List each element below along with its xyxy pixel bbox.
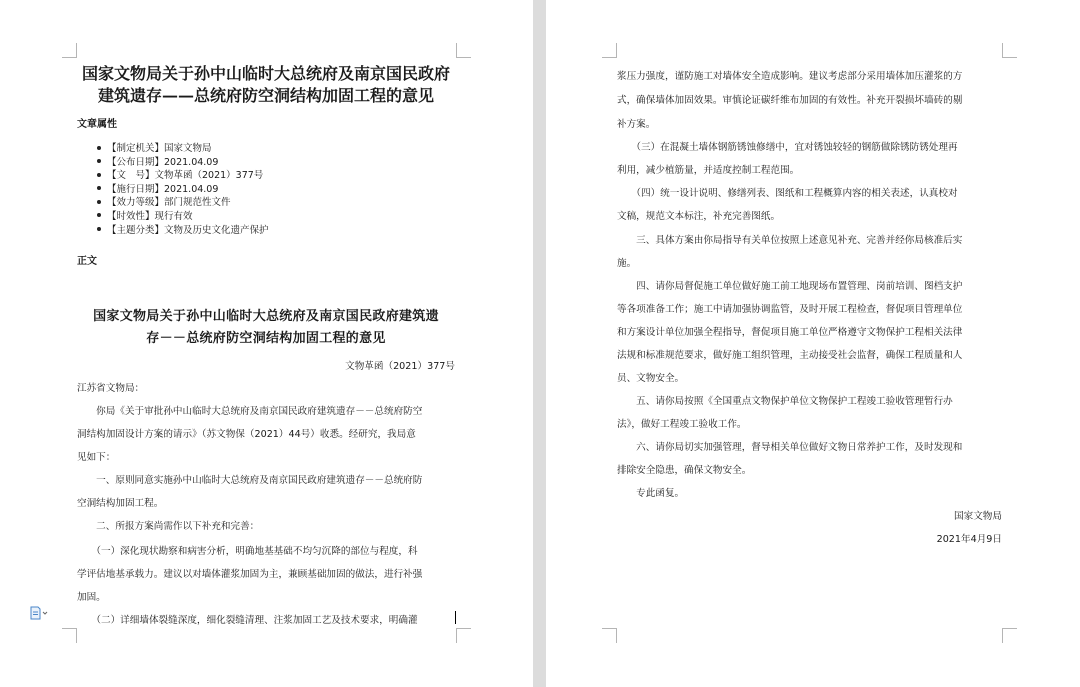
body-line: 法》，做好工程竣工验收工作。 [617, 419, 747, 430]
body-line: 员、文物安全。 [617, 373, 685, 384]
body-line: 你局《关于审批孙中山临时大总统府及南京国民政府建筑遗存－－总统府防空 [77, 406, 423, 417]
body-line: 见如下： [77, 452, 116, 463]
body-line: 四、请你局督促施工单位做好施工前工地现场布置管理、岗前培训、图档支护 [617, 281, 963, 292]
bullet-icon [97, 213, 101, 217]
body-line: 学评估地基承载力。建议以对墙体灌浆加固为主，兼顾基础加固的做法，进行补强 [77, 569, 423, 580]
attributes-list [97, 142, 269, 237]
signature-date: 2021年4月9日 [936, 534, 1002, 545]
body-line: 加固。 [77, 592, 106, 603]
doc-number: 文物革函（2021）377号 [345, 361, 455, 372]
body-line: 式，确保墙体加固效果。审慎论证碳纤维布加固的有效性。补充开裂损坏墙砖的剔 [617, 95, 963, 106]
document-page-left [0, 0, 533, 687]
bullet-icon [97, 173, 101, 177]
body-line: 专此函复。 [617, 488, 685, 499]
body-line: 一、原则同意实施孙中山临时大总统府及南京国民政府建筑遗存－－总统府防 [77, 475, 423, 486]
attribute-item: 【施行日期】2021.04.09 [97, 183, 269, 197]
page-gutter [533, 0, 546, 687]
doc-title-line-2: 存－－总统府防空洞结构加固工程的意见 [146, 331, 386, 346]
doc-title-line-1: 国家文物局关于孙中山临时大总统府及南京国民政府建筑遗 [93, 309, 439, 324]
attributes-heading: 文章属性 [77, 119, 117, 130]
body-line: 空洞结构加固工程。 [77, 498, 164, 509]
attribute-item: 【效力等级】部门规范性文件 [97, 196, 269, 210]
body-line: 和方案设计单位加强全程指导，督促项目施工单位严格遵守文物保护工程相关法律 [617, 327, 963, 338]
crop-mark [456, 43, 471, 58]
body-line: 利用，减少植筋量，并适度控制工程范围。 [617, 165, 800, 176]
signature: 国家文物局 [954, 511, 1002, 522]
crop-mark [1002, 43, 1017, 58]
bullet-icon [97, 159, 101, 163]
bullet-icon [97, 146, 101, 150]
crop-mark [602, 43, 617, 58]
header-title-line-1: 国家文物局关于孙中山临时大总统府及南京国民政府 [81, 64, 450, 83]
body-line: 浆压力强度，谨防施工对墙体安全造成影响。建议考虑部分采用墙体加压灌浆的方 [617, 71, 963, 82]
body-line: 补方案。 [617, 119, 656, 130]
bullet-icon [97, 227, 101, 231]
attribute-item: 【公布日期】2021.04.09 [97, 156, 269, 170]
body-line: 五、请你局按照《全国重点文物保护单位文物保护工程竣工验收管理暂行办 [617, 396, 953, 407]
crop-mark [456, 628, 471, 643]
attribute-item: 【制定机关】国家文物局 [97, 142, 269, 156]
attribute-item: 【时效性】现行有效 [97, 210, 269, 224]
body-line: 文稿，规范文本标注，补充完善图纸。 [617, 211, 781, 222]
attribute-item: 【文 号】文物革函（2021）377号 [97, 169, 269, 183]
crop-mark [62, 43, 77, 58]
body-line: （一）深化现状勘察和病害分析，明确地基基础不均匀沉降的部位与程度，科 [77, 546, 418, 557]
document-options-icon[interactable] [30, 606, 48, 620]
body-line: （四）统一设计说明、修缮列表、图纸和工程概算内容的相关表述，认真校对 [617, 188, 958, 199]
text-cursor [455, 611, 456, 624]
body-line: 二、所报方案尚需作以下补充和完善： [77, 521, 260, 532]
body-line: 六、请你局切实加强管理，督导相关单位做好文物日常养护工作，及时发现和 [617, 442, 963, 453]
body-line: 江苏省文物局： [77, 383, 145, 394]
crop-mark [62, 628, 77, 643]
body-line: 排除安全隐患，确保文物安全。 [617, 465, 752, 476]
body-line: （二）详细墙体裂缝深度，细化裂缝清理、注浆加固工艺及技术要求，明确灌 [77, 615, 418, 626]
body-heading: 正文 [77, 256, 97, 267]
body-line: 法规和标准规范要求，做好施工组织管理，主动接受社会监督，确保工程质量和人 [617, 350, 963, 361]
body-line: 三、具体方案由你局指导有关单位按照上述意见补充、完善并经你局核准后实 [617, 235, 963, 246]
crop-mark [602, 628, 617, 643]
crop-mark [1002, 628, 1017, 643]
attribute-item: 【主题分类】文物及历史文化遗产保护 [97, 224, 269, 238]
body-line: 洞结构加固设计方案的请示》（苏文物保（2021）44号）收悉。经研究，我局意 [77, 429, 416, 440]
body-line: 施。 [617, 258, 637, 269]
body-line: 等各项准备工作；施工中请加强协调监管，及时开展工程检查，督促项目管理单位 [617, 304, 963, 315]
body-line: （三）在混凝土墙体钢筋锈蚀修缮中，宜对锈蚀较轻的钢筋做除锈防锈处理再 [617, 142, 958, 153]
bullet-icon [97, 186, 101, 190]
header-title-line-2: 建筑遗存——总统府防空洞结构加固工程的意见 [97, 86, 434, 105]
bullet-icon [97, 200, 101, 204]
